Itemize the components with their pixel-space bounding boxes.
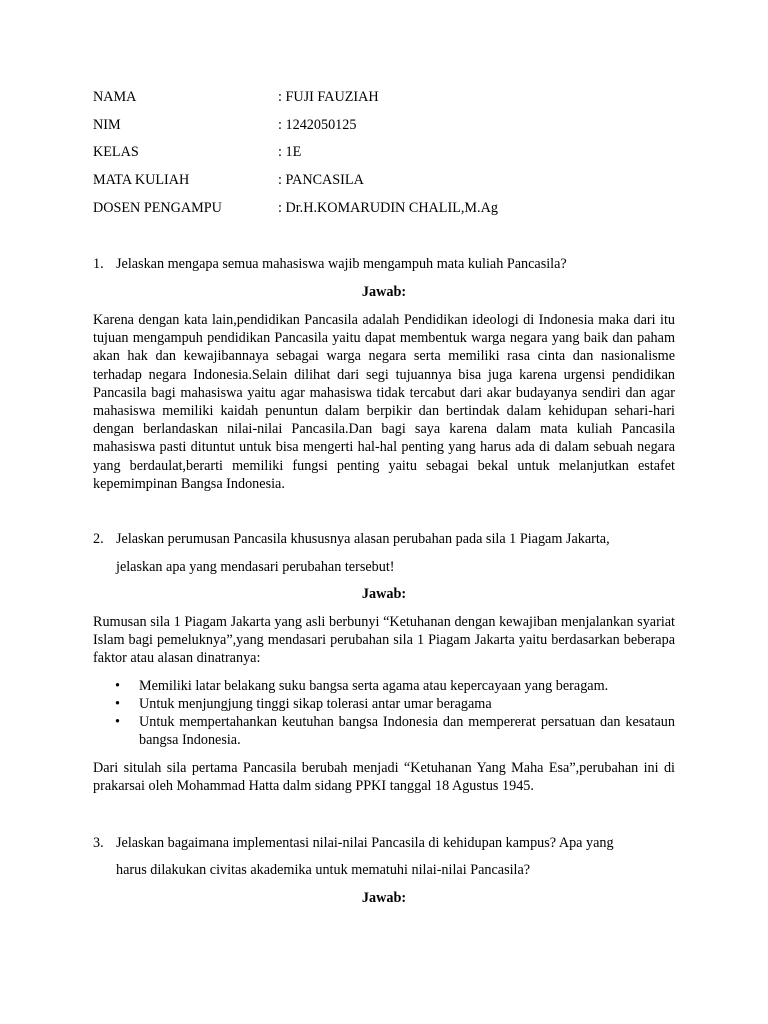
kelas-value: : 1E [278, 143, 301, 161]
answer-2-outro: Dari situlah sila pertama Pancasila berubah menjadi “Ketuhanan Yang Maha Esa”,perubahan ini di prakarsai oleh Mohammad Hatta dalm sidang PPKI tanggal 18 Agustus 1945. [93, 760, 675, 795]
answer-1-heading: Jawab: [361, 284, 407, 300]
question-1-text: Jelaskan mengapa semua mahasiswa wajib mengampuh mata kuliah Pancasila? [116, 256, 567, 272]
dosen-label: DOSEN PENGAMPU [93, 200, 222, 216]
bullet-dot-icon: • [115, 678, 120, 694]
bullet-dot-icon: • [115, 696, 120, 712]
question-2 [93, 530, 675, 548]
question-2-text-line1: Jelaskan perumusan Pancasila khususnya alasan perubahan pada sila 1 Piagam Jakarta, [116, 531, 610, 547]
nama-value: : FUJI FAUZIAH [278, 88, 379, 106]
identity-row-nim [93, 116, 356, 134]
answer-2-heading: Jawab: [361, 586, 407, 602]
answer-1-paragraph: Karena dengan kata lain,pendidikan Pancasila adalah Pendidikan ideologi di Indonesia maka dari itu tujuan mengampuh pendidikan Pancasila yaitu dapat membentuk warga negara yang baik dan paham akan hak dan kewajibannaya sebagai warga negara serta memiliki rasa cinta dan nasionalisme terhadap negara Indonesia.Selain dilihat dari segi tujuannya bisa juga karena urgensi pendidikan Pancasila bagi mahasiswa yaitu agar mahasiswa tidak tercabut dari akar budayanya sendiri dan agar mahasiswa memiliki kaidah penuntun dalam berpikir dan bertindak dalam kehidupan sehari-hari dengan berlandaskan nilai-nilai Pancasila.Dan bagi saya karena dalam mata kuliah Pancasila mahasiswa pasti dituntut untuk bisa mengerti hal-hal penting yang harus ada di dalam sebuah negara yang berdaulat,berarti memiliki fungsi penting yaitu sebagai bekal untuk melanjutkan estafet kepemimpinan Bangsa Indonesia. [93, 312, 675, 492]
question-1-number: 1. [93, 256, 104, 272]
identity-row-dosen [93, 199, 498, 217]
bullet-item [93, 677, 675, 695]
identity-row-kelas [93, 143, 301, 161]
dosen-value: : Dr.H.KOMARUDIN CHALIL,M.Ag [278, 199, 498, 217]
question-3-text-line1: Jelaskan bagaimana implementasi nilai-nilai Pancasila di kehidupan kampus? Apa yang [116, 835, 614, 851]
bullet-text: Untuk menjungjung tinggi sikap tolerasi antar umar beragama [139, 696, 492, 712]
question-1 [93, 255, 675, 273]
bullet-item [93, 713, 675, 749]
kelas-label: KELAS [93, 144, 139, 160]
nama-label: NAMA [93, 89, 137, 105]
nim-label: NIM [93, 117, 121, 133]
mata-kuliah-value: : PANCASILA [278, 171, 364, 189]
bullet-dot-icon: • [115, 714, 120, 730]
question-2-text-line2: jelaskan apa yang mendasari perubahan tersebut! [116, 559, 395, 575]
answer-2-bullet-list [93, 677, 675, 749]
bullet-text: Memiliki latar belakang suku bangsa serta agama atau kepercayaan yang beragam. [139, 678, 609, 694]
bullet-item [93, 695, 675, 713]
question-3-text-line2: harus dilakukan civitas akademika untuk mematuhi nilai-nilai Pancasila? [116, 862, 531, 878]
question-3 [93, 834, 675, 852]
mata-kuliah-label: MATA KULIAH [93, 172, 190, 188]
identity-row-mata-kuliah [93, 171, 364, 189]
question-3-number: 3. [93, 835, 104, 851]
answer-2-intro: Rumusan sila 1 Piagam Jakarta yang asli berbunyi “Ketuhanan dengan kewajiban menjalankan syariat Islam bagi pemeluknya”,yang mendasari perubahan sila 1 Piagam Jakarta yaitu berdasarkan beberapa faktor atau alasan dinatranya: [93, 614, 675, 667]
question-2-number: 2. [93, 531, 104, 547]
answer-3-heading: Jawab: [361, 890, 407, 906]
bullet-text: Untuk mempertahankan keutuhan bangsa Indonesia dan mempererat persatuan dan kesataun bangsa Indonesia. [139, 714, 675, 748]
identity-row-nama [93, 88, 379, 106]
nim-value: : 1242050125 [278, 116, 356, 134]
